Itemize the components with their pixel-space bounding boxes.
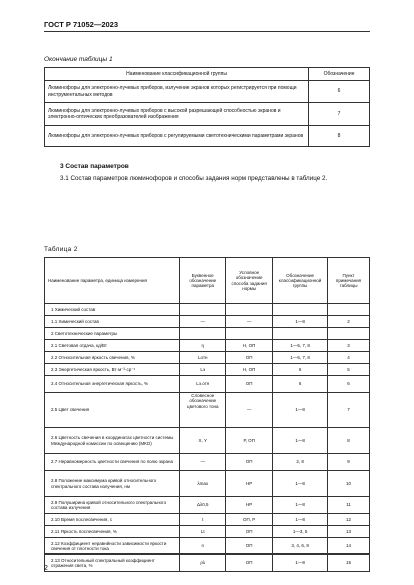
table-row (45, 526, 370, 538)
table2-cell-groups (273, 304, 328, 316)
table2-cell-symbol: η (180, 340, 226, 352)
table2-cell-method: ОП (226, 352, 273, 364)
table-2 (44, 257, 370, 572)
table-row (45, 471, 370, 497)
table1-cell-num: 6 (309, 81, 370, 103)
table2-cell-symbol: — (180, 316, 226, 328)
section-paragraph: 3.1 Состав параметров люминофоров и способы задания норм представлены в таблице 2. (60, 175, 328, 182)
table2-cell-method: ОП (226, 454, 273, 471)
table2-cell-groups: 1—8 (273, 393, 328, 428)
table2-cell-name: 1 Химический состав (45, 304, 180, 316)
table2-caption: Таблица 2 (44, 246, 78, 253)
table2-cell-name: 2.11 Яркость послесвечения, % (45, 526, 180, 538)
page-number: 2 (44, 565, 48, 572)
table2-cell-symbol: Lэ.отн (180, 376, 226, 393)
table2-cell-groups: 1—8 (273, 471, 328, 497)
table2-cell-name: 2.12 Коэффициент неравнйности зависимости яркости свечения от плотности тока (45, 538, 180, 555)
table2-cell-method: — (226, 316, 273, 328)
table2-cell-name: 2.8 Положение максимума кривой относительного спектрального состава излучения, нм (45, 471, 180, 497)
table2-cell-clause: 11 (328, 497, 370, 514)
table2-cell-groups: 6 (273, 364, 328, 376)
table2-cell-method: ОП, Р (226, 514, 273, 526)
table2-cell-groups: 1—8 (273, 316, 328, 328)
table2-cell-method: ОП (226, 376, 273, 393)
table2-cell-symbol: t (180, 514, 226, 526)
table2-cell-name: 2.1 Световая отдача, кд/Вт (45, 340, 180, 352)
table2-cell-clause: 15 (328, 555, 370, 572)
table2-cell-method (226, 328, 273, 340)
table1-header-group: Наименование классификационной группы (45, 68, 309, 81)
table2-cell-clause (328, 304, 370, 316)
table2-cell-clause: 13 (328, 526, 370, 538)
table2-header-clause: Пункт примечания таблицы (328, 258, 370, 304)
section-heading: 3 Состав параметров (60, 163, 129, 170)
table2-cell-method: НР (226, 497, 273, 514)
table2-header-method: Условное обозначение способа задания нормы (226, 258, 273, 304)
header-rule (44, 31, 370, 32)
table2-cell-clause: 4 (328, 352, 370, 364)
table2-cell-groups: 1—8 (273, 555, 328, 572)
table-row (45, 126, 370, 147)
table2-cell-method: НР (226, 471, 273, 497)
table2-cell-symbol: X, Y (180, 428, 226, 454)
table1-cell-text: Люминофоры для электронно-лучевых приборов с регулируемыми светотехническими параметрами экранов (45, 126, 309, 147)
table2-cell-clause (328, 328, 370, 340)
table2-cell-symbol: n (180, 538, 226, 555)
table2-cell-groups: 1—3, 5 (273, 526, 328, 538)
table2-cell-clause: 2 (328, 316, 370, 328)
table-row (45, 103, 370, 126)
table2-cell-symbol: Lотн (180, 352, 226, 364)
table2-cell-name: 2.7 Неравномерность цветности свечения по полю экрана (45, 454, 180, 471)
table2-cell-symbol: ρλ (180, 555, 226, 572)
table2-cell-groups: 1—8 (273, 497, 328, 514)
table-row (45, 497, 370, 514)
table-1 (44, 67, 370, 147)
table2-cell-groups (273, 328, 328, 340)
table2-cell-groups: 1—5, 7, 8 (273, 352, 328, 364)
table2-cell-name: 2.6 Цветность свечения в координатах цветности системы Международной комиссии по освещению (МКО) (45, 428, 180, 454)
table2-cell-name: 2.13 Относительный спектральный коэффициент отражения света, % (45, 555, 180, 572)
table-row (45, 340, 370, 352)
document-header: ГОСТ Р 71052—2023 (44, 20, 119, 29)
table2-cell-symbol (180, 304, 226, 316)
table1-cell-text: Люминофоры для электронно-лучевых приборов с высокой разрешающей способностью экранов и электронно-оптических преобразователей изображения (45, 103, 309, 126)
table1-continuation-caption: Окончание таблицы 1 (44, 56, 113, 63)
table2-cell-groups: 2, 8 (273, 454, 328, 471)
table2-cell-name: 2.10 Время послесвечения, с (45, 514, 180, 526)
table2-header-name: Наименование параметра, единица измерения (45, 258, 180, 304)
table2-cell-name: 2.5 Цвет свечения (45, 393, 180, 428)
table-row (45, 376, 370, 393)
table2-cell-clause: 14 (328, 538, 370, 555)
table2-cell-method: ОП (226, 555, 273, 572)
table1-cell-text: Люминофоры для электронно-лучевых приборов, излучение экранов которых регистрируется при помощи инструментальных методов (45, 81, 309, 103)
table2-header-groups: Обозначение классификационной группы (273, 258, 328, 304)
table2-cell-method: Н, ОП (226, 364, 273, 376)
table2-cell-groups: 1—8 (273, 514, 328, 526)
table2-cell-clause: 10 (328, 471, 370, 497)
table2-cell-name: 2.3 Энергетическая яркость, Вт·м⁻²·ср⁻¹ (45, 364, 180, 376)
footer-rule (44, 553, 370, 554)
table2-cell-clause: 5 (328, 364, 370, 376)
table-row (45, 316, 370, 328)
table-row (45, 81, 370, 103)
table2-cell-name: 2.4 Относительная энергетическая яркость, % (45, 376, 180, 393)
table2-cell-groups: 1—8 (273, 428, 328, 454)
table2-cell-symbol: — (180, 454, 226, 471)
table-row (45, 454, 370, 471)
table2-cell-method: Р, ОП (226, 428, 273, 454)
table2-cell-clause: 9 (328, 454, 370, 471)
table2-cell-clause: 6 (328, 376, 370, 393)
table2-cell-method: ОП (226, 526, 273, 538)
table2-cell-clause: 12 (328, 514, 370, 526)
table2-cell-method: — (226, 393, 273, 428)
table-section-row (45, 328, 370, 340)
table2-cell-symbol: Δλ0,5 (180, 497, 226, 514)
table2-cell-name: 1.1 Химический состав (45, 316, 180, 328)
table2-cell-name: 2 Светотехнические параметры (45, 328, 180, 340)
table2-cell-method: Н, ОП (226, 340, 273, 352)
table2-cell-groups: 6 (273, 376, 328, 393)
table-row (45, 555, 370, 572)
table-row (45, 428, 370, 454)
table2-cell-symbol: Lt (180, 526, 226, 538)
table2-cell-name: 2.2 Относительная яркость свечения, % (45, 352, 180, 364)
table-section-row (45, 304, 370, 316)
table1-cell-num: 7 (309, 103, 370, 126)
table2-cell-method (226, 304, 273, 316)
table2-cell-symbol (180, 328, 226, 340)
table2-cell-groups: 3, 4, 6, 8 (273, 538, 328, 555)
table2-cell-groups: 1—5, 7, 8 (273, 340, 328, 352)
table-row (45, 364, 370, 376)
table2-cell-clause: 8 (328, 428, 370, 454)
table1-header-num: Обозначение (309, 68, 370, 81)
table2-header-symbol: Буквенное обозначение параметра (180, 258, 226, 304)
table-row (45, 352, 370, 364)
table1-cell-num: 8 (309, 126, 370, 147)
table2-cell-symbol: λmax (180, 471, 226, 497)
table-row (45, 514, 370, 526)
table2-cell-name: 2.9 Полуширина кривой относительного спектрального состава излучения (45, 497, 180, 514)
table-row (45, 538, 370, 555)
table2-cell-clause: 3 (328, 340, 370, 352)
table2-cell-symbol: Lэ (180, 364, 226, 376)
table2-cell-clause: 7 (328, 393, 370, 428)
table2-cell-method: ОП (226, 538, 273, 555)
table2-cell-symbol: Словесное обозначение цветового тона (180, 393, 226, 428)
table-row (45, 393, 370, 428)
